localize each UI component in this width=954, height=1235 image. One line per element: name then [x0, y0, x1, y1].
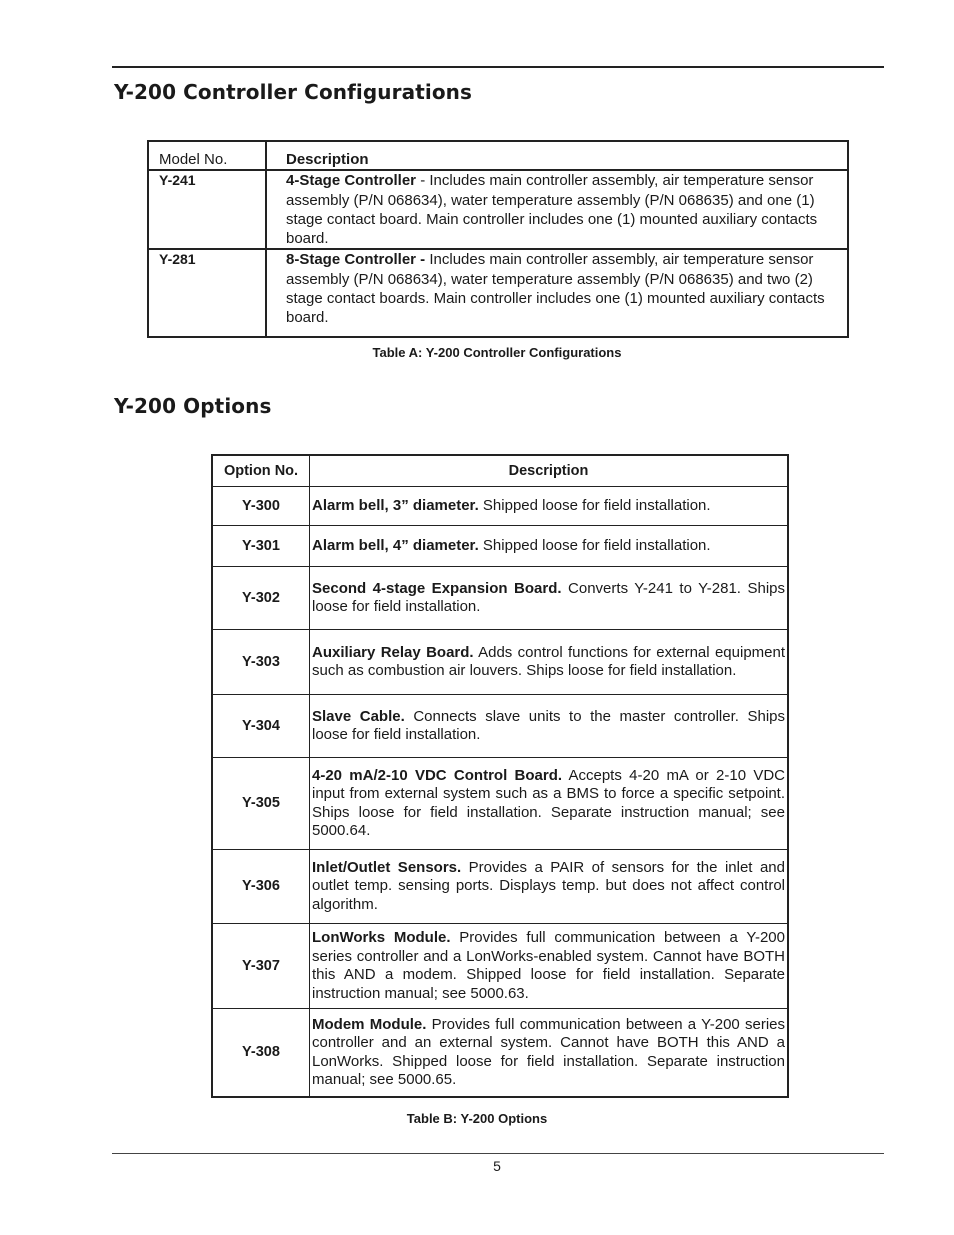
option-text: Converts Y-241 to Y-281. Ships loose for field installation. — [312, 579, 785, 615]
header-rule — [112, 66, 884, 68]
option-description — [310, 526, 789, 567]
model-number: Y-281 — [148, 249, 266, 336]
description-text: - Includes main controller assembly, air temperature sensor assembly (P/N 068634), water temperature assembly (P/N 068635) and one (1) stage contact board. Main controller includes one (1) mounted auxiliary contacts board. — [286, 172, 818, 248]
table-header-row — [148, 141, 848, 170]
table-row — [148, 170, 848, 249]
table-row — [212, 1009, 788, 1098]
table-row — [212, 758, 788, 850]
option-description — [310, 1009, 789, 1098]
header-option-no: Option No. — [212, 455, 310, 487]
option-text: Adds control functions for external equipment such as combustion air louvers. Ships loose for field installation. — [312, 643, 786, 679]
option-text: Shipped loose for field installation. — [478, 536, 711, 554]
description-title: 8-Stage Controller - — [286, 251, 426, 269]
model-description — [266, 249, 848, 336]
option-number: Y-302 — [212, 567, 310, 630]
option-title: 4-20 mA/2-10 VDC Control Board. — [312, 766, 563, 784]
option-title: Alarm bell, 3” diameter. — [312, 496, 479, 514]
option-text: Provides full communication between a Y-200 series controller and an external system. Cannot have BOTH this AND a LonWorks. Shipped loose for field installation. Separate instruction manual; see 5000.65. — [312, 1015, 786, 1088]
table-row — [212, 526, 788, 567]
option-text: Connects slave units to the master controller. Ships loose for field installation. — [312, 707, 785, 743]
option-title: Slave Cable. — [312, 707, 405, 725]
option-text: Provides a PAIR of sensors for the inlet and outlet temp. sensing ports. Displays temp. but does not affect control algorithm. — [312, 858, 785, 913]
table-row — [212, 695, 788, 758]
option-text: Shipped loose for field installation. — [478, 496, 711, 514]
option-description — [310, 567, 789, 630]
table-row — [148, 249, 848, 336]
option-title: Modem Module. — [312, 1015, 427, 1033]
table-header-row — [212, 455, 788, 487]
option-title: LonWorks Module. — [312, 929, 451, 946]
option-title: Auxiliary Relay Board. — [312, 643, 474, 661]
page-number: 5 — [493, 1158, 501, 1174]
description-title: 4-Stage Controller — [286, 172, 417, 190]
table-a-caption: Table A: Y-200 Controller Configurations — [372, 345, 622, 360]
option-number: Y-308 — [212, 1009, 310, 1098]
option-description — [310, 695, 789, 758]
table-row — [212, 487, 788, 526]
controller-configurations-table — [147, 140, 849, 338]
table-row — [212, 924, 788, 1009]
table-row — [212, 850, 788, 924]
header-description: Description — [310, 455, 789, 487]
option-number: Y-300 — [212, 487, 310, 526]
option-number: Y-303 — [212, 630, 310, 695]
option-number: Y-301 — [212, 526, 310, 567]
option-description — [310, 630, 789, 695]
option-number: Y-306 — [212, 850, 310, 924]
table-row — [212, 630, 788, 695]
option-number: Y-307 — [212, 924, 310, 1009]
model-number: Y-241 — [148, 170, 266, 249]
option-text: Provides full communication between a Y-200 series controller and a LonWorks-enabled system. Cannot have BOTH this AND a modem. Shipped loose for field installation. Separate instruction manual; see 5000.63. — [312, 929, 785, 1002]
model-description — [266, 170, 848, 249]
table-b-caption: Table B: Y-200 Options — [406, 1111, 548, 1126]
option-number: Y-304 — [212, 695, 310, 758]
header-description: Description — [266, 141, 848, 170]
options-table — [211, 454, 789, 1098]
option-number: Y-305 — [212, 758, 310, 850]
option-description — [310, 758, 789, 850]
option-text: Accepts 4-20 mA or 2-10 VDC input from external system such as a BMS to force a specific setpoint. Ships loose for field installation. Separate instruction manual; see 5000.64. — [312, 766, 786, 839]
footer-rule — [112, 1153, 884, 1154]
option-description — [310, 850, 789, 924]
option-description — [310, 487, 789, 526]
option-title: Inlet/Outlet Sensors. — [312, 858, 462, 876]
section-title-configurations: Y-200 Controller Configurations — [114, 80, 473, 104]
section-title-options: Y-200 Options — [114, 394, 272, 418]
description-text: Includes main controller assembly, air temperature sensor assembly (P/N 068634), water temperature assembly (P/N 068635) and two (2) stage contact boards. Main controller includes one (1) mounted auxiliary contacts board. — [286, 251, 825, 327]
table-row — [212, 567, 788, 630]
option-title: Second 4-stage Expansion Board. — [312, 579, 562, 597]
option-description — [310, 924, 789, 1009]
option-title: Alarm bell, 4” diameter. — [312, 536, 479, 554]
header-model-no: Model No. — [148, 141, 266, 170]
